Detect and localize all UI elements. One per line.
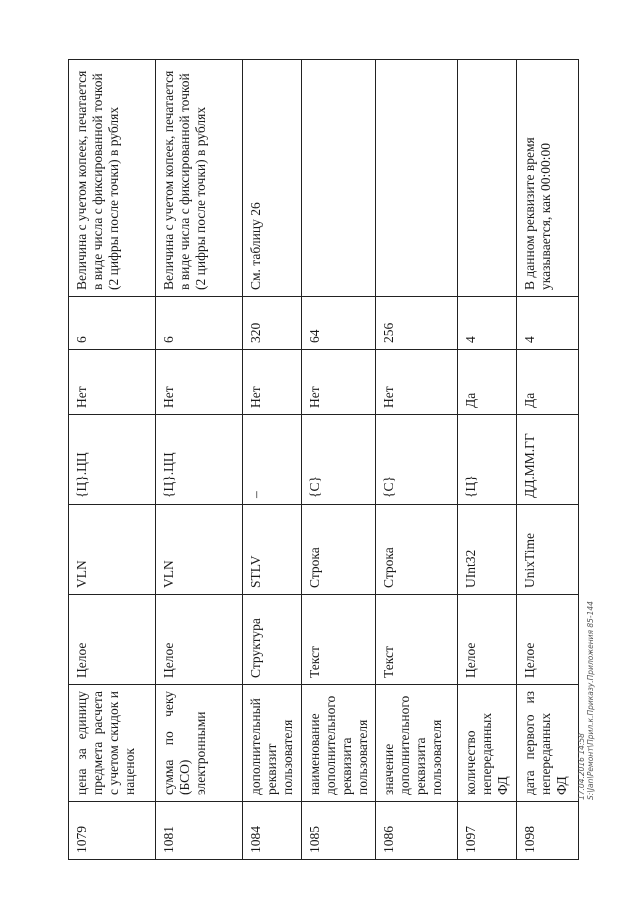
- tag-code: 1079: [69, 802, 156, 860]
- data-format: Строка: [376, 505, 458, 595]
- data-type: Структура: [243, 595, 302, 685]
- required-flag: Нет: [243, 350, 302, 415]
- table-row: [301, 60, 376, 860]
- required-flag: Нет: [301, 350, 376, 415]
- print-mask: {Ц}.ЦЦ: [156, 415, 243, 505]
- required-flag: Нет: [156, 350, 243, 415]
- note: [301, 60, 376, 297]
- table-row: [517, 60, 579, 860]
- note: В данном реквизите время указывается, как 00:00:00: [517, 60, 579, 297]
- note: [376, 60, 458, 297]
- data-format: UInt32: [458, 505, 517, 595]
- stamp-date: 17.04.2016 14:58: [577, 733, 586, 800]
- tag-code: 1084: [243, 802, 302, 860]
- requisite-name: дата первого из непереданных ФД: [517, 685, 579, 802]
- print-mask: {Ц}.ЦЦ: [69, 415, 156, 505]
- table-row: [243, 60, 302, 860]
- requisites-table: [68, 59, 579, 860]
- data-type: Текст: [376, 595, 458, 685]
- print-mask: {С}: [376, 415, 458, 505]
- data-type: Целое: [458, 595, 517, 685]
- print-mask: {С}: [301, 415, 376, 505]
- requisite-name: значение дополнительного реквизита пользователя: [376, 685, 458, 802]
- max-length: 4: [517, 297, 579, 350]
- print-mask: –: [243, 415, 302, 505]
- data-format: UnixTime: [517, 505, 579, 595]
- table-row: [458, 60, 517, 860]
- data-format: Строка: [301, 505, 376, 595]
- tag-code: 1081: [156, 802, 243, 860]
- data-format: STLV: [243, 505, 302, 595]
- table-row: [156, 60, 243, 860]
- required-flag: Нет: [376, 350, 458, 415]
- max-length: 4: [458, 297, 517, 350]
- max-length: 64: [301, 297, 376, 350]
- required-flag: Да: [517, 350, 579, 415]
- data-format: VLN: [156, 505, 243, 595]
- requisite-name: сумма по чеку (БСО) электронными: [156, 685, 243, 802]
- print-mask: ДД.ММ.ГГ: [517, 415, 579, 505]
- tag-code: 1097: [458, 802, 517, 860]
- file-path-stamp: [577, 601, 596, 800]
- max-length: 6: [156, 297, 243, 350]
- table-row: [376, 60, 458, 860]
- requisite-name: цена за единицу предмета расчета с учетом скидок и наценок: [69, 685, 156, 802]
- note: [458, 60, 517, 297]
- required-flag: Да: [458, 350, 517, 415]
- stamp-path: S:\Jan\Ремонт\Прил.к.Приказу.Приложения 85-144: [586, 601, 596, 800]
- data-type: Текст: [301, 595, 376, 685]
- required-flag: Нет: [69, 350, 156, 415]
- tag-code: 1098: [517, 802, 579, 860]
- note: Величина с учетом копеек, печатается в виде числа с фиксированной точкой (2 цифры после точки) в рублях: [156, 60, 243, 297]
- data-type: Целое: [156, 595, 243, 685]
- requisite-name: дополнительный реквизит пользователя: [243, 685, 302, 802]
- table-wrapper: [68, 60, 570, 860]
- note: См. таблицу 26: [243, 60, 302, 297]
- data-type: Целое: [69, 595, 156, 685]
- requisite-name: наименование дополнительного реквизита пользователя: [301, 685, 376, 802]
- rotated-page: [68, 60, 570, 860]
- data-type: Целое: [517, 595, 579, 685]
- data-format: VLN: [69, 505, 156, 595]
- print-mask: {Ц}: [458, 415, 517, 505]
- note: Величина с учетом копеек, печатается в виде числа с фиксированной точкой (2 цифры после точки) в рублях: [69, 60, 156, 297]
- table-row: [69, 60, 156, 860]
- requisite-name: количество непереданных ФД: [458, 685, 517, 802]
- max-length: 320: [243, 297, 302, 350]
- max-length: 6: [69, 297, 156, 350]
- max-length: 256: [376, 297, 458, 350]
- tag-code: 1085: [301, 802, 376, 860]
- tag-code: 1086: [376, 802, 458, 860]
